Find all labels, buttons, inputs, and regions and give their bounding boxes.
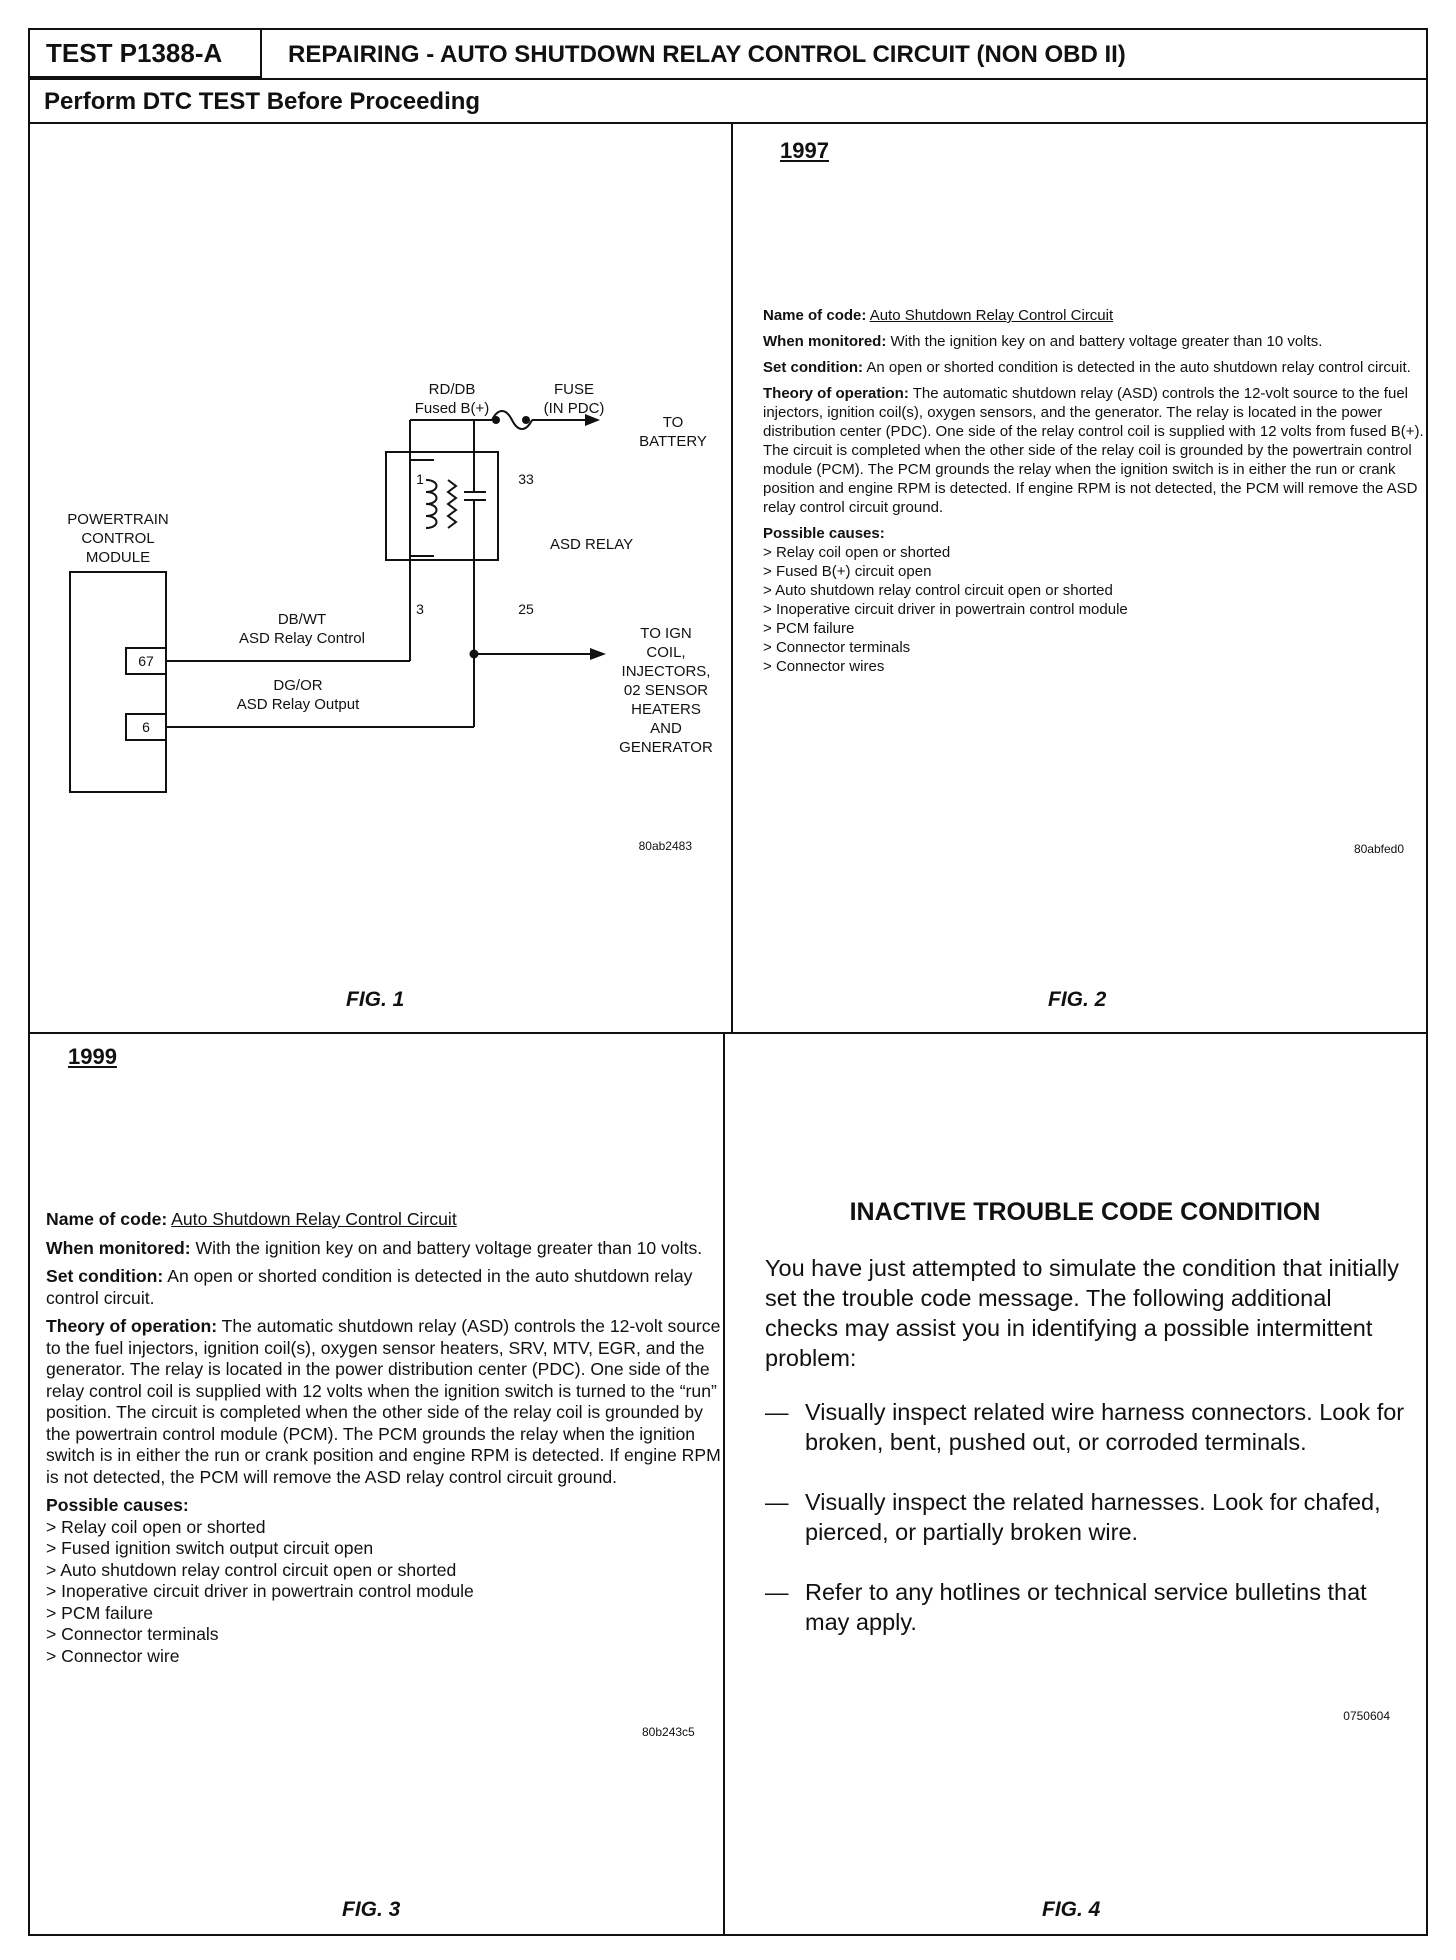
to-ign-line-5: HEATERS [631,701,701,718]
fig2-text [763,306,1433,676]
list-item [765,1397,1405,1457]
service-manual-page [28,28,1428,1936]
fig3-text [46,1209,726,1667]
to-battery-line-2: BATTERY [639,433,707,450]
dash-bullet: — [765,1489,789,1515]
to-ign-line-6: AND [650,720,682,737]
fig2-set-label: Set condition: [763,359,863,376]
inactive-code-section [765,1198,1405,1667]
fig2-name-label: Name of code: [763,307,867,324]
wire-6-color: DG/OR [273,677,323,694]
to-ign-line-2: COIL, [646,644,686,661]
fig3-ref: 80b243c5 [642,1725,695,1739]
fig2-caption: FIG. 2 [1048,988,1107,1011]
list-item: > Auto shutdown relay control circuit open or shorted [46,1560,726,1582]
fig2-theory-label: Theory of operation: [763,385,909,402]
dash-bullet: — [765,1399,789,1425]
list-item: > Fused B(+) circuit open [763,562,1433,581]
divider-vertical-top [731,124,733,1032]
fig1-ref: 80ab2483 [638,839,692,853]
relay-pin-25: 25 [518,601,534,617]
wire-6-function: ASD Relay Output [236,696,360,713]
fig4-checks-list [765,1397,1405,1637]
divider-horizontal-middle [30,1032,1426,1034]
fig2-set-text: An open or shorted condition is detected in the auto shutdown relay control circuit. [866,359,1411,376]
fig2-name-value: Auto Shutdown Relay Control Circuit [869,307,1114,324]
pcm-label-line-1: POWERTRAIN [67,511,169,528]
fig2-causes-label: Possible causes: [763,525,885,542]
fig3-caption: FIG. 3 [342,1898,401,1921]
list-item: > PCM failure [46,1603,726,1625]
to-ign-line-1: TO IGN [640,625,692,642]
fig1-caption: FIG. 1 [346,988,405,1011]
fig3-monitored-text: With the ignition key on and battery voltage greater than 10 volts. [195,1237,703,1258]
fig3-name-label: Name of code: [46,1209,168,1229]
fuse-location: (IN PDC) [543,400,605,417]
fig2-year: 1997 [780,138,829,163]
fig3-theory-text: The automatic shutdown relay (ASD) controls the 12-volt source to the fuel injectors, ignition coil(s), oxygen sensor heaters, SRV, MTV, EGR, and the generator. The relay is located in the power distribution center (PDC). One side of the relay control coil is supplied with 12 volts when the ignition switch is turned to the “run” position. The circuit is completed when the other side of the relay coil is grounded by the powertrain control module (PCM). The PCM grounds the relay when the ignition switch is in either the run or crank position and engine RPM is detected. If engine RPM is not detected, the PCM will remove the ASD relay control circuit ground. [46,1316,721,1487]
check-text: Refer to any hotlines or technical service bulletins that may apply. [805,1579,1367,1635]
fig3-causes-list [46,1517,726,1668]
relay-pin-33: 33 [518,471,534,487]
fuse-label: FUSE [553,381,595,398]
fig2-monitored-label: When monitored: [763,333,887,350]
wiring-diagram [30,124,730,1032]
list-item: > Inoperative circuit driver in powertrain control module [763,600,1433,619]
fig2-causes-list [763,543,1433,676]
list-item: > Relay coil open or shorted [46,1517,726,1539]
fig4-ref: 0750604 [1343,1709,1390,1723]
relay-pin-1: 1 [416,471,424,487]
wire-67-color: DB/WT [277,611,327,628]
to-ign-line-4: 02 SENSOR [623,682,709,699]
test-id: TEST P1388-A [30,30,262,78]
fig3-year: 1999 [68,1044,117,1069]
wire-color-top: RD/DB [428,381,476,398]
list-item: > Connector wires [763,657,1433,676]
pcm-pin-6: 6 [142,719,150,735]
fig2-monitored-text: With the ignition key on and battery voltage greater than 10 volts. [890,333,1323,350]
relay-label: ASD RELAY [550,536,634,553]
fig3-name-value: Auto Shutdown Relay Control Circuit [171,1209,457,1229]
wire-fused-b: Fused B(+) [414,400,490,417]
relay-pin-3: 3 [416,601,424,617]
list-item: > Connector terminals [763,638,1433,657]
fig2-ref: 80abfed0 [1353,842,1404,856]
fig2-theory-text: The automatic shutdown relay (ASD) controls the 12-volt source to the fuel injectors, ignition coil(s), oxygen sensors, and the generator. The relay is located in the power distribution center (PDC). One side of the relay control coil is supplied with 12 volts from fused B(+). The circuit is completed when the other side of the relay coil is grounded by the powertrain control module (PCM). The PCM grounds the relay when the ignition switch is in either the run or crank position and engine RPM is detected. If engine RPM is not detected, the PCM will remove the ASD relay control circuit ground. [763,385,1424,516]
list-item: > Auto shutdown relay control circuit open or shorted [763,581,1433,600]
list-item: > Fused ignition switch output circuit open [46,1538,726,1560]
fig3-causes-label: Possible causes: [46,1495,189,1515]
list-item [765,1577,1405,1637]
to-ign-line-7: GENERATOR [619,739,713,756]
fig3-monitored-label: When monitored: [46,1237,191,1258]
fig3-set-label: Set condition: [46,1266,164,1286]
fig4-intro: You have just attempted to simulate the condition that initially set the trouble code message. The following additional checks may assist you in identifying a possible intermittent problem: [765,1255,1400,1371]
check-text: Visually inspect related wire harness connectors. Look for broken, bent, pushed out, or corroded terminals. [805,1399,1405,1455]
to-ign-line-3: INJECTORS, [621,663,711,680]
page-title: REPAIRING - AUTO SHUTDOWN RELAY CONTROL CIRCUIT (NON OBD II) [288,41,1126,68]
fig4-caption: FIG. 4 [1042,1898,1101,1921]
list-item: > Relay coil open or shorted [763,543,1433,562]
check-text: Visually inspect the related harnesses. Look for chafed, pierced, or partially broken wire. [805,1489,1381,1545]
dash-bullet: — [765,1579,789,1605]
wire-67-function: ASD Relay Control [239,630,365,647]
page-subtitle: Perform DTC TEST Before Proceeding [30,78,1426,124]
list-item [765,1487,1405,1547]
pcm-pin-67: 67 [138,653,154,669]
fig3-theory-label: Theory of operation: [46,1316,218,1336]
fig3-set-text: An open or shorted condition is detected in the auto shutdown relay control circuit. [46,1266,693,1308]
pcm-label-line-2: CONTROL [81,530,155,547]
to-battery-line-1: TO [662,414,684,431]
list-item: > Connector terminals [46,1624,726,1646]
list-item: > PCM failure [763,619,1433,638]
list-item: > Connector wire [46,1646,726,1668]
fig4-heading: INACTIVE TROUBLE CODE CONDITION [849,1198,1321,1226]
pcm-label-line-3: MODULE [85,549,151,566]
list-item: > Inoperative circuit driver in powertrain control module [46,1581,726,1603]
